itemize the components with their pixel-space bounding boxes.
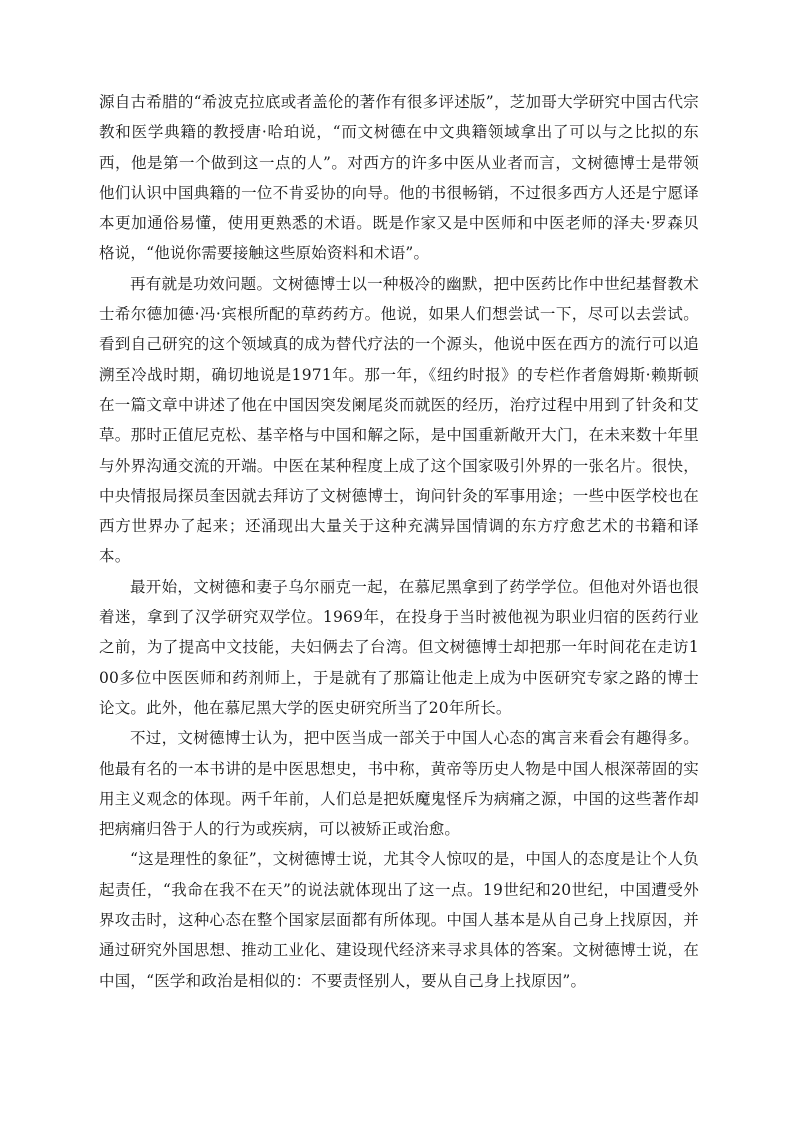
paragraph-4: 不过，文树德博士认为，把中医当成一部关于中国人心态的寓言来看会有趣得多。他最有名的一本书讲的是中医思想史，书中称，黄帝等历史人物是中国人根深蒂固的实用主义观念的体现。两千年前，人们总是把妖魔鬼怪斥为病痛之源，中国的这些著作却把病痛归咎于人的行为或疾病，可以被矫正或治愈。 <box>99 729 699 839</box>
document-page <box>99 87 699 996</box>
paragraph-1: 源自古希腊的“希波克拉底或者盖伦的著作有很多评述版”，芝加哥大学研究中国古代宗教和医学典籍的教授唐·哈珀说，“而文树德在中文典籍领域拿出了可以与之比拟的东西，他是第一个做到这一点的人”。对西方的许多中医从业者而言，文树德博士是带领他们认识中国典籍的一位不肯妥协的向导。他的书很畅销，不过很多西方人还是宁愿译本更加通俗易懂，使用更熟悉的术语。既是作家又是中医师和中医老师的泽夫·罗森贝格说，“他说你需要接触这些原始资料和术语”。 <box>99 93 699 263</box>
paragraph-5: “这是理性的象征”，文树德博士说，尤其令人惊叹的是，中国人的态度是让个人负起责任，“我命在我不在天”的说法就体现出了这一点。19世纪和20世纪，中国遭受外界攻击时，这种心态在整个国家层面都有所体现。中国人基本是从自己身上找原因，并通过研究外国思想、推动工业化、建设现代经济来寻求具体的答案。文树德博士说，在中国，“医学和政治是相似的：不要责怪别人，要从自己身上找原因”。 <box>99 850 699 990</box>
paragraph-3: 最开始，文树德和妻子乌尔丽克一起，在慕尼黑拿到了药学学位。但他对外语也很着迷，拿到了汉学研究双学位。1969年，在投身于当时被他视为职业归宿的医药行业之前，为了提高中文技能，夫妇俩去了台湾。但文树德博士却把那一年时间花在走访100多位中医医师和药剂师上，于是就有了那篇让他走上成为中医研究专家之路的博士论文。此外，他在慕尼黑大学的医史研究所当了20年所长。 <box>99 577 699 717</box>
paragraph-2: 再有就是功效问题。文树德博士以一种极冷的幽默，把中医药比作中世纪基督教术士希尔德加德·冯·宾根所配的草药药方。他说，如果人们想尝试一下，尽可以去尝试。看到自己研究的这个领域真的成为替代疗法的一个源头，他说中医在西方的流行可以追溯至冷战时期，确切地说是1971年。那一年，《纽约时报》的专栏作者詹姆斯·赖斯顿在一篇文章中讲述了他在中国因突发阑尾炎而就医的经历，治疗过程中用到了针灸和艾草。那时正值尼克松、基辛格与中国和解之际，是中国重新敞开大门，在未来数十年里与外界沟通交流的开端。中医在某种程度上成了这个国家吸引外界的一张名片。很快，中央情报局探员奎因就去拜访了文树德博士，询问针灸的军事用途；一些中医学校也在西方世界办了起来；还涌现出大量关于这种充满异国情调的东方疗愈艺术的书籍和译本。 <box>99 274 699 566</box>
